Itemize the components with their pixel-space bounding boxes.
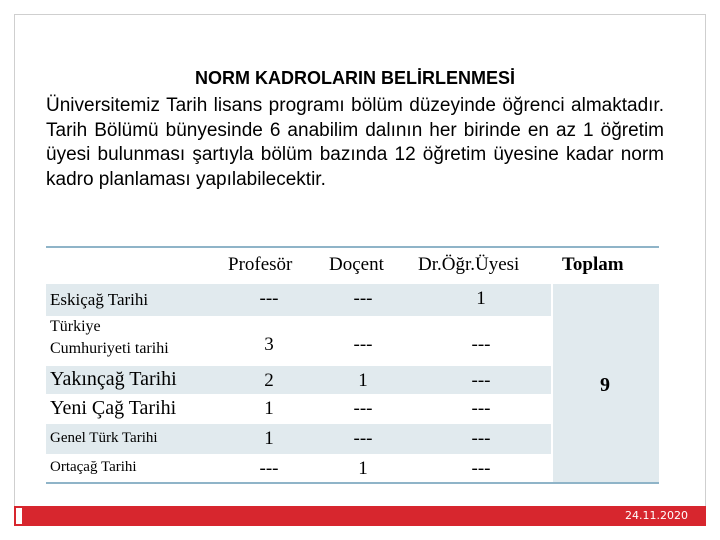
cell-dr: --- — [471, 334, 491, 355]
header-docent: Doçent — [329, 254, 384, 275]
cell-profesor: 1 — [264, 428, 274, 449]
table-bottom-rule — [46, 482, 659, 484]
cell-profesor: 2 — [264, 370, 274, 391]
row-name-line2: Cumhuriyeti tarihi — [50, 340, 169, 357]
norm-staff-table — [46, 284, 659, 484]
cell-docent: --- — [353, 334, 373, 355]
cell-docent: 1 — [358, 458, 368, 479]
cell-docent: 1 — [358, 370, 368, 391]
row-name: Genel Türk Tarihi — [50, 430, 158, 446]
cell-profesor: --- — [259, 458, 279, 479]
cell-profesor: 1 — [264, 398, 274, 419]
cell-dr: --- — [471, 458, 491, 479]
cell-docent: --- — [353, 428, 373, 449]
cell-dr: 1 — [476, 288, 486, 309]
row-name: Yeni Çağ Tarihi — [50, 397, 177, 419]
cell-profesor: 3 — [264, 334, 274, 355]
table-top-rule — [46, 246, 659, 248]
footer-marker — [16, 508, 22, 524]
cell-dr: --- — [471, 370, 491, 391]
cell-profesor: --- — [259, 288, 279, 309]
row-name-line1: Türkiye — [50, 318, 101, 335]
slide-paragraph: Üniversitemiz Tarih lisans programı bölüm düzeyinde öğrenci almaktadır. Tarih Bölümü bünyesinde 6 anabilim dalının her birinde en az 1 öğretim üyesi bulunması şartıyla bölüm bazında 12 öğretim üyesine kadar norm kadro planlaması yapılabilecektir. — [46, 95, 664, 190]
footer-date: 24.11.2020 — [625, 509, 688, 522]
slide-title: NORM KADROLARIN BELİRLENMESİ — [195, 68, 515, 88]
total-column — [551, 284, 659, 484]
header-toplam: Toplam — [562, 254, 624, 275]
total-value: 9 — [600, 374, 610, 396]
cell-docent: --- — [353, 398, 373, 419]
cell-dr: --- — [471, 428, 491, 449]
row-name: Ortaçağ Tarihi — [50, 459, 137, 475]
cell-docent: --- — [353, 288, 373, 309]
cell-dr: --- — [471, 398, 491, 419]
row-name: Yakınçağ Tarihi — [50, 368, 177, 390]
footer-bar — [14, 506, 706, 526]
header-dr-ogr-uyesi: Dr.Öğr.Üyesi — [418, 254, 520, 275]
row-name: Eskiçağ Tarihi — [50, 290, 149, 309]
header-profesor: Profesör — [228, 254, 293, 275]
